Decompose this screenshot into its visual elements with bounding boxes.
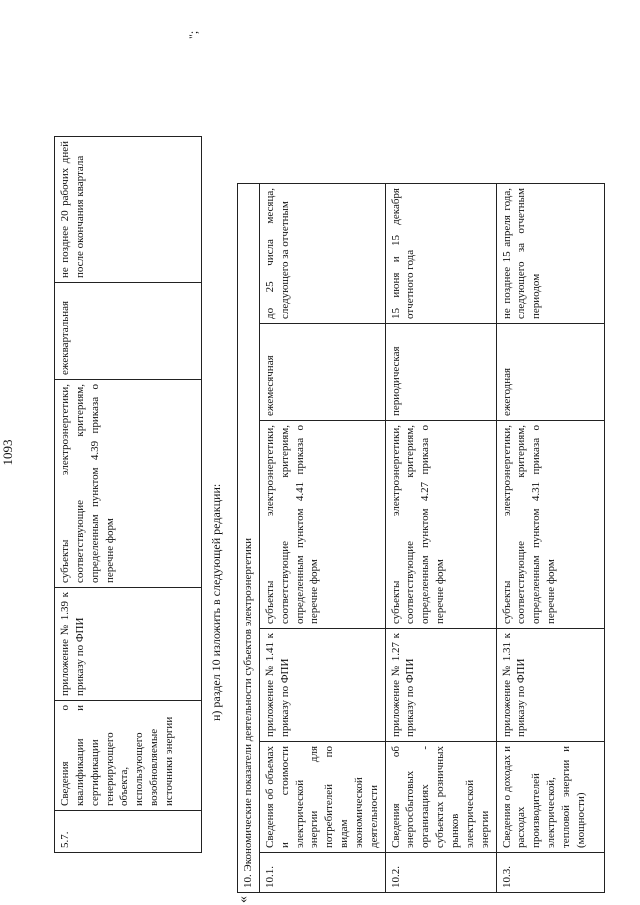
row-form: приложение № 1.41 к приказу по ФПИ — [259, 629, 385, 742]
row-name: Сведения об энергосбытовых организациях - субъектах розничных рынков электрической энергии — [385, 742, 496, 853]
row-form: приложение № 1.27 к приказу по ФПИ — [385, 629, 496, 742]
row-periodicity: ежемесячная — [259, 324, 385, 421]
row-number: 10.3. — [496, 853, 604, 893]
table-row — [55, 137, 202, 853]
table-row — [496, 184, 604, 893]
row-subjects: субъекты электроэнергетики, соответствующие критериям, определенным пунктом 4.41 приказа о перечне форм — [259, 421, 385, 629]
row-form: приложение № 1.31 к приказу по ФПИ — [496, 629, 604, 742]
table-section-5 — [54, 136, 202, 853]
row-name: Сведения об объемах и стоимости электрической энергии для потребителей по видам экономической деятельности — [259, 742, 385, 853]
row-number: 5.7. — [55, 811, 202, 853]
amendment-note: н) раздел 10 изложить в следующей редакции: — [209, 483, 223, 721]
row-subjects: субъекты электроэнергетики, соответствующие критериям, определенным пунктом 4.31 приказа о перечне форм — [496, 421, 604, 629]
row-deadline: не позднее 15 апреля года, следующего за отчетным периодом — [496, 184, 604, 324]
table-row — [385, 184, 496, 893]
row-deadline: до 25 числа месяца, следующего за отчетным — [259, 184, 385, 324]
row-deadline: не позднее 20 рабочих дней после окончания квартала — [55, 137, 202, 283]
row-number: 10.2. — [385, 853, 496, 893]
section-title-row — [238, 184, 260, 893]
row-name: Сведения о квалификации и сертификации генерирующего объекта, использующего возобновляемые источники энергии — [55, 701, 202, 811]
row-periodicity: периодическая — [385, 324, 496, 421]
row-subjects: субъекты электроэнергетики, соответствующие критериям, определенным пунктом 4.39 приказа о перечне форм — [55, 380, 202, 588]
row-name: Сведения о доходах и расходах производителей электрической, тепловой энергии и (мощности) — [496, 742, 604, 853]
row-form: приложение № 1.39 к приказу по ФПИ — [55, 588, 202, 701]
table-section-10 — [237, 183, 605, 893]
table-row — [259, 184, 385, 893]
row-deadline: 15 июня и 15 декабря отчетного года — [385, 184, 496, 324]
row-subjects: субъекты электроэнергетики, соответствующие критериям, определенным пунктом 4.27 приказа о перечне форм — [385, 421, 496, 629]
row-periodicity: ежегодная — [496, 324, 604, 421]
opening-quote: « — [236, 896, 251, 903]
closing-quote: "; — [186, 30, 200, 39]
section-title: 10. Экономические показатели деятельности субъектов электроэнергетики — [238, 184, 260, 893]
row-number: 10.1. — [259, 853, 385, 893]
row-periodicity: ежеквартальная — [55, 283, 202, 380]
page-number: 1093 — [0, 439, 15, 466]
